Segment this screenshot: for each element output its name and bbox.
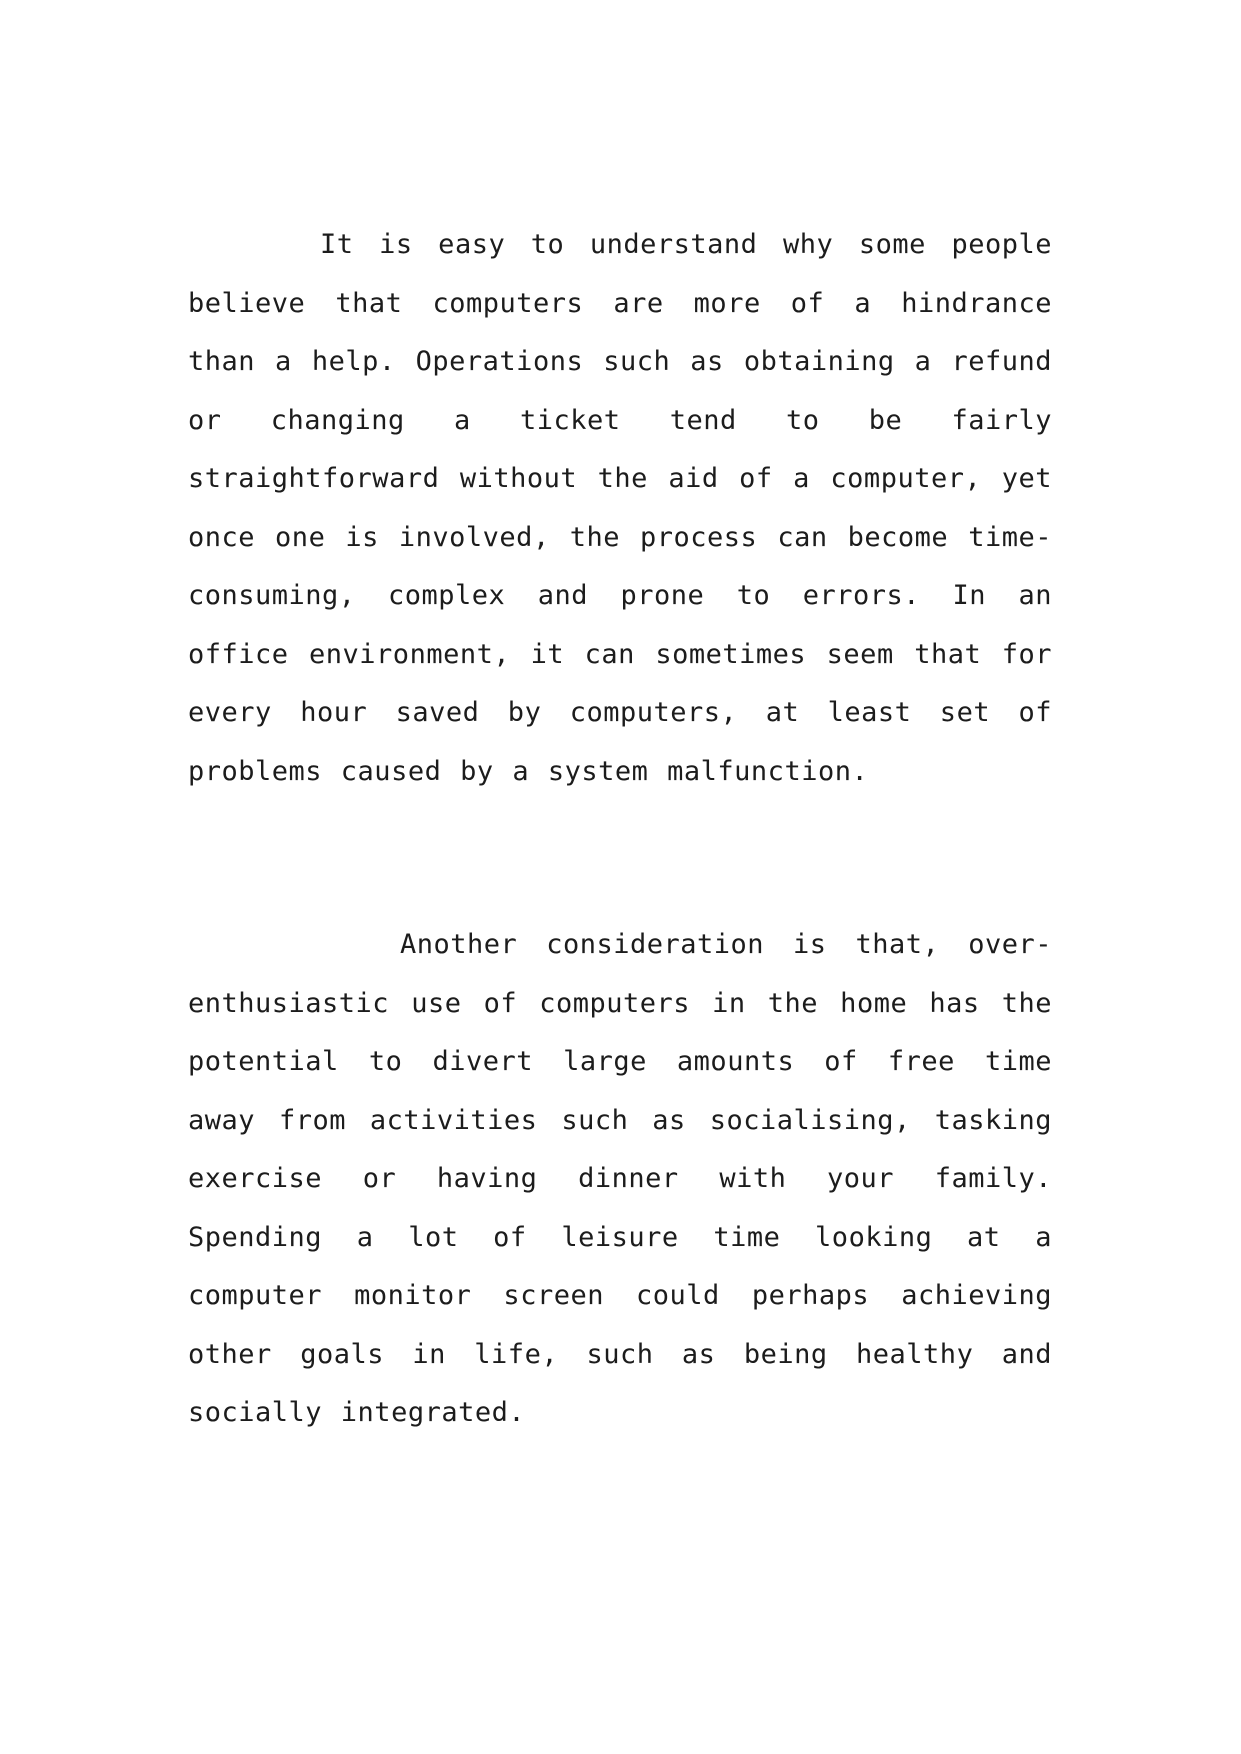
paragraph-2: Another consideration is that, over-enthusiastic use of computers in the home has the potential to divert large amounts of free time away from activities such as socialising, tasking exercise or having dinner with your family. Spending a lot of leisure time looking at a computer monitor screen could perhaps achieving other goals in life, such as being healthy and socially integrated. (188, 929, 1052, 1428)
paragraph-1: It is easy to understand why some people believe that computers are more of a hindrance than a help. Operations such as obtaining a refund or changing a ticket tend to be fairly straightforward without the aid of a computer, yet once one is involved, the process can become time-consuming, complex and prone to errors. In an office environment, it can sometimes seem that for every hour saved by computers, at least set of problems caused by a system malfunction. (188, 229, 1052, 787)
